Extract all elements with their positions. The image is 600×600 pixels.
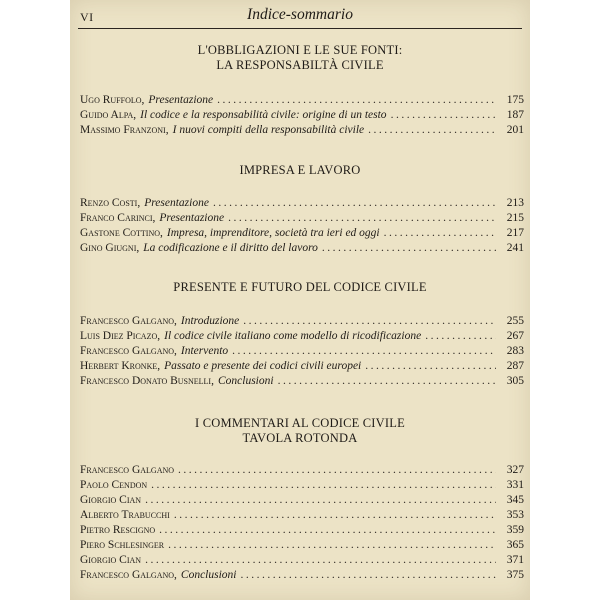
leader-dots [145,553,496,568]
toc-entry: Ugo Ruffolo , Presentazione ..... 175 [80,93,524,108]
entry-page: 217 [506,227,524,239]
leader-dots [278,374,496,389]
entry-author: Gastone Cottino [80,227,161,239]
entry-page: 371 [506,554,524,566]
entry-title: Intervento [180,345,229,357]
entry-title: Impresa, imprenditore, società tra ieri ed oggi [166,227,380,239]
leader-dots [178,463,496,478]
entry-title: Il codice civile italiano come modello di ricodificazione [164,330,422,342]
entry-title: Presentazione [148,94,214,106]
entry-page: 287 [506,360,524,372]
entry-author: Alberto Trabucchi [80,509,170,521]
entry-title: Il codice e la responsabilità civile: origine di un testo [140,109,387,121]
entry-title: Presentazione [144,197,209,209]
toc-entry [80,463,524,478]
toc-entry: Massimo Franzoni , I nuovi compiti della responsabilità civile ..... 201 [80,123,524,138]
toc-entry: Gino Giugni , La codificazione e il diritto del lavoro ..... 241 [80,241,524,256]
leader-dots [145,493,496,508]
running-head [70,6,530,28]
entry-author: Gino Giugni [80,242,137,254]
entry-author: Francesco Galgano [80,464,175,476]
leader-dots [365,359,496,374]
entry-page: 305 [506,375,524,387]
leader-dots [159,523,496,538]
entry-author: Herbert Kronke [80,360,158,372]
entry-author: Piero Schlesinger [80,539,165,551]
section-title [70,280,530,295]
book-page [70,0,530,600]
entry-author: Franco Carinci [80,212,153,224]
leader-dots [228,211,496,226]
leader-dots [368,123,496,138]
entry-page: 331 [506,479,524,491]
entry-page: 283 [506,345,524,357]
leader-dots [168,538,496,553]
section-title [70,416,530,446]
section-title-line: IMPRESA E LAVORO [239,163,361,177]
section-title [70,163,530,178]
section-title-line: TAVOLA ROTONDA [242,431,358,445]
entry-author: Luis Diez Picazo [80,330,158,342]
section-title-line: I COMMENTARI AL CODICE CIVILE [195,416,405,430]
entry-title: Conclusioni [180,569,237,581]
toc-entry: Franco Carinci , Presentazione ..... 215 [80,211,524,226]
toc-entry: Francesco Donato Busnelli , Conclusioni ..... 305 [80,374,524,389]
entry-page: 359 [506,524,524,536]
entry-title: Passato e presente dei codici civili europei [164,360,362,372]
entry-page: 187 [506,109,524,121]
entry-author: Ugo Ruffolo [80,94,142,106]
leader-dots [322,241,496,256]
toc-entry: Francesco Galgano , Introduzione ..... 255 [80,314,524,329]
toc-entry: Luis Diez Picazo , Il codice civile italiano come modello di ricodificazione ..... 267 [80,329,524,344]
leader-dots [174,508,496,523]
toc-entry: Francesco Galgano , Intervento ..... 283 [80,344,524,359]
entry-page: 353 [506,509,524,521]
leader-dots [151,478,496,493]
entry-title: La codificazione e il diritto del lavoro [143,242,318,254]
toc-entry [80,493,524,508]
entry-author: Francesco Galgano [80,345,175,357]
toc-entry: Guido Alpa , Il codice e la responsabilità civile: origine di un testo ..... 187 [80,108,524,123]
toc-entry [80,553,524,568]
entry-page: 375 [506,569,524,581]
section-title-line: PRESENTE E FUTURO DEL CODICE CIVILE [173,280,427,294]
leader-dots [217,93,496,108]
page-number: VI [80,10,94,24]
section-title [70,43,530,73]
entry-page: 175 [506,94,524,106]
toc-entry: Francesco Galgano , Conclusioni ..... 375 [80,568,524,583]
leader-dots [243,314,496,329]
section-title-line: LA RESPONSABILTÀ CIVILE [216,58,384,72]
entry-page: 201 [506,124,524,136]
header-rule [78,28,522,29]
entry-author: Francesco Donato Busnelli [80,375,212,387]
leader-dots [384,226,496,241]
entry-author: Giorgio Cian [80,494,142,506]
entry-author: Paolo Cendon [80,479,148,491]
toc-entry [80,508,524,523]
toc-entry: Renzo Costi , Presentazione ..... 213 [80,196,524,211]
entry-page: 345 [506,494,524,506]
entry-title: I nuovi compiti della responsabilità civile [172,124,365,136]
entry-author: Renzo Costi [80,197,138,209]
entry-author: Francesco Galgano [80,569,175,581]
entry-title: Introduzione [180,315,240,327]
entry-title: Conclusioni [217,375,274,387]
entry-author: Massimo Franzoni [80,124,166,136]
entry-author: Francesco Galgano [80,315,175,327]
leader-dots [391,108,496,123]
leader-dots [213,196,496,211]
entry-author: Giorgio Cian [80,554,142,566]
entry-page: 267 [506,330,524,342]
entry-author: Guido Alpa [80,109,134,121]
section-title-line: L'OBBLIGAZIONI E LE SUE FONTI: [197,43,403,57]
entry-page: 327 [506,464,524,476]
toc-entry [80,523,524,538]
running-title: Indice-sommario [247,6,353,23]
toc-entry: Herbert Kronke , Passato e presente dei codici civili europei ..... 287 [80,359,524,374]
toc-entry: Gastone Cottino , Impresa, imprenditore, società tra ieri ed oggi ..... 217 [80,226,524,241]
entry-page: 255 [506,315,524,327]
entry-author: Pietro Rescigno [80,524,156,536]
toc-entry [80,478,524,493]
leader-dots [241,568,497,583]
entry-title: Presentazione [159,212,225,224]
entry-page: 365 [506,539,524,551]
entry-page: 241 [506,242,524,254]
leader-dots [425,329,496,344]
toc-entry [80,538,524,553]
entry-page: 213 [506,197,524,209]
entry-page: 215 [506,212,524,224]
leader-dots [232,344,496,359]
